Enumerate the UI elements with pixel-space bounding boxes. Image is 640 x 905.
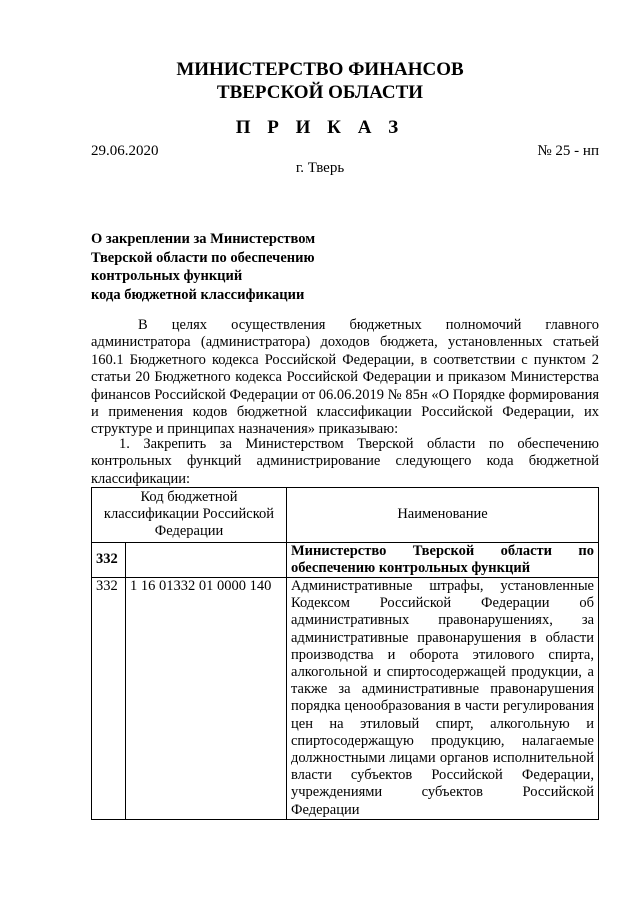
- document-subject: [91, 230, 315, 304]
- subject-line3: контрольных функций: [91, 268, 243, 284]
- preamble-paragraph: [91, 317, 599, 439]
- kbk-code-cell: 1 16 01332 01 0000 140: [126, 578, 287, 820]
- header-code-text: Код бюджетной классификации Российской Федерации: [103, 489, 275, 540]
- admin-code-cell: 332: [92, 542, 126, 577]
- name-cell: Министерство Тверской области по обеспечению контрольных функций: [287, 542, 599, 577]
- budget-code-table: [91, 487, 599, 820]
- org-name-line2: ТВЕРСКОЙ ОБЛАСТИ: [216, 82, 424, 103]
- header-code-cell: [92, 488, 287, 543]
- header-name-cell: [287, 488, 599, 543]
- subject-line1: О закреплении за Министерством: [91, 231, 316, 247]
- document-city: г. Тверь: [295, 160, 345, 176]
- item1-text: 1. Закрепить за Министерством Тверской области по обеспечению контрольных функций администрирование следующего кода бюджетной классификации:: [91, 436, 599, 487]
- kbk-code-cell: [126, 542, 287, 577]
- table-header-row: [92, 488, 599, 543]
- header-name-text: Наименование: [397, 506, 488, 523]
- item1-paragraph: [91, 436, 599, 488]
- document-type: П Р И К А З: [235, 117, 405, 138]
- table-row: [92, 578, 599, 820]
- table-row: [92, 542, 599, 577]
- document-number: № 25 - нп: [537, 143, 599, 159]
- subject-line2: Тверской области по обеспечению: [91, 249, 315, 266]
- org-name: [0, 58, 640, 104]
- org-name-line1: МИНИСТЕРСТВО ФИНАНСОВ: [176, 59, 464, 80]
- admin-code-cell: 332: [92, 578, 126, 820]
- preamble-text: В целях осуществления бюджетных полномочий главного администратора (администратора) доходов бюджета, установленных статьей 160.1 Бюджетного кодекса Российской Федерации, в соответствии с пунктом 2 статьи 20 Бюджетного кодекса Российской Федерации и приказом Министерства финансов Российской Федерации от 06.06.2019 № 85н «О Порядке формирования и применения кодов бюджетной классификации Российской Федерации, их структуре и принципах назначения» приказываю:: [91, 317, 599, 438]
- name-cell: Административные штрафы, установленные Кодексом Российской Федерации об административных правонарушениях, за административные правонарушения в области производства и оборота этилового спирта, алкогольной и спиртосодержащей продукции, а также за административные правонарушения порядка ценообразования в части регулирования цен на этиловый спирт, алкогольную и спиртосодержащую продукцию, налагаемые должностными лицами органов исполнительной власти субъектов Российской Федерации, учреждениями субъектов Российской Федерации: [287, 578, 599, 820]
- document-date: 29.06.2020: [91, 143, 159, 159]
- subject-line4: кода бюджетной классификации: [91, 286, 305, 303]
